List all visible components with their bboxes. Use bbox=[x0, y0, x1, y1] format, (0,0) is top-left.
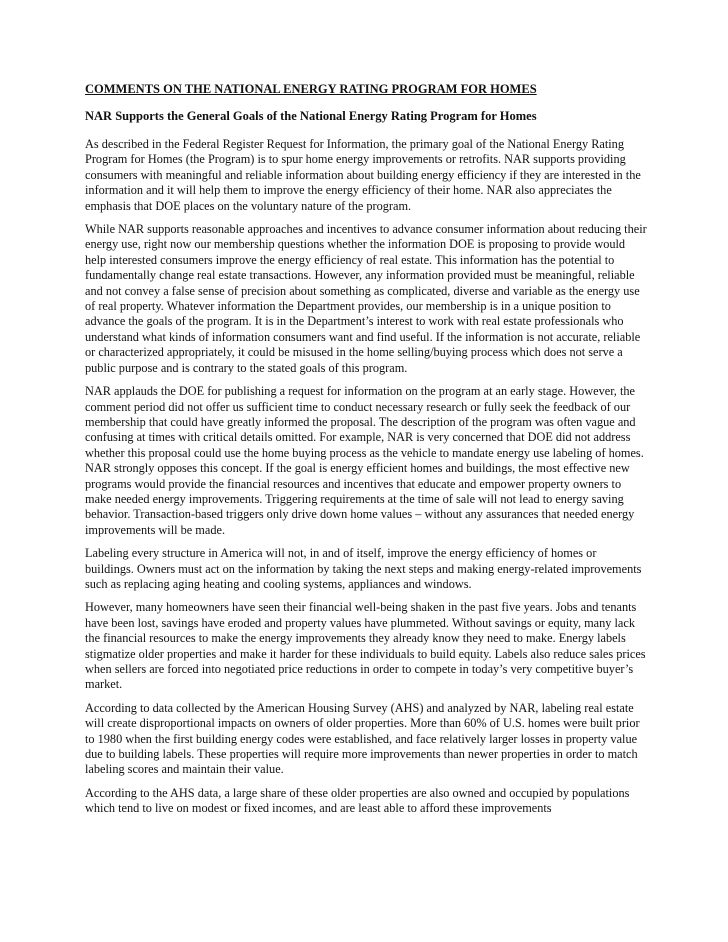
paragraph-ahs-data-older-properties: According to data collected by the American Housing Survey (AHS) and analyzed by NAR, labeling real estate will create disproportional impacts on owners of older properties. More than 60% of U.S. homes were built prior to 1980 when the first building energy codes were established, and face relatively larger losses in property value due to building labels. These properties will require more improvements than newer properties in order to match labeling scores and maintain their value. bbox=[85, 700, 640, 777]
paragraph-ahs-data-incomes: According to the AHS data, a large share of these older properties are also owned and occupied by populations which tend to live on modest or fixed incomes, and are least able to afford these improvements bbox=[85, 785, 630, 816]
paragraph-request-for-information: NAR applauds the DOE for publishing a request for information on the program at an early stage. However, the comment period did not offer us sufficient time to conduct necessary research or fully seek the feedback of our membership that could have greatly informed the proposal. The description of the program was often vague and confusing at times with critical details omitted. For example, NAR is very concerned that DOE did not address whether this proposal could use the home buying process as the vehicle to mandate energy use labeling of homes. NAR strongly opposes this concept. If the goal is energy efficient homes and buildings, the most effective new programs would provide the financial resources and incentives that educate and empower property owners to make needed energy improvements. Triggering requirements at the time of sale will not lead to energy saving behavior. Transaction-based triggers only drive down home values – without any assurances that needed energy improvements will be made. bbox=[85, 384, 644, 537]
document-title: COMMENTS ON THE NATIONAL ENERGY RATING PROGRAM FOR HOMES bbox=[85, 82, 537, 96]
paragraph-labeling-structures: Labeling every structure in America will not, in and of itself, improve the energy efficiency of homes or buildings. Owners must act on the information by taking the next steps and making energy-related improvements such as replacing aging heating and cooling systems, appliances and windows. bbox=[85, 546, 642, 591]
section-heading: NAR Supports the General Goals of the National Energy Rating Program for Homes bbox=[85, 109, 537, 123]
paragraph-consumer-information: While NAR supports reasonable approaches and incentives to advance consumer information about reducing their energy use, right now our membership questions whether the information DOE is proposing to provide would help interested consumers improve the energy efficiency of real estate. This information has the potential to fundamentally change real estate transactions. However, any information provided must be meaningful, reliable and not convey a false sense of precision about something as complicated, diverse and variable as the energy use of real property. Whatever information the Department provides, our membership is in a unique position to advance the goals of the program. It is in the Department’s interest to work with real estate professionals who understand what kinds of information consumers want and find useful. If the information is not accurate, reliable or characterized appropriately, it could be misused in the home selling/buying process which does not serve a public purpose and is contrary to the stated goals of this program. bbox=[85, 222, 647, 375]
paragraph-financial-wellbeing: However, many homeowners have seen their financial well-being shaken in the past five years. Jobs and tenants have been lost, savings have eroded and property values have plummeted. Without savings or equity, many lack the financial resources to make the energy improvements they already know they need to make. Energy labels stigmatize older properties and make it harder for these individuals to build equity. Labels also reduce sales prices when sellers are forced into negotiated price reductions in order to compete in today’s very competitive buyer’s market. bbox=[85, 600, 646, 692]
paragraph-program-goal: As described in the Federal Register Request for Information, the primary goal of the National Energy Rating Program for Homes (the Program) is to spur home energy improvements or retrofits. NAR supports providing consumers with meaningful and reliable information about building energy efficiency if they are interested in the information and it will help them to improve the energy efficiency of their home. NAR also appreciates the emphasis that DOE places on the voluntary nature of the program. bbox=[85, 137, 641, 213]
document-page bbox=[85, 82, 647, 825]
